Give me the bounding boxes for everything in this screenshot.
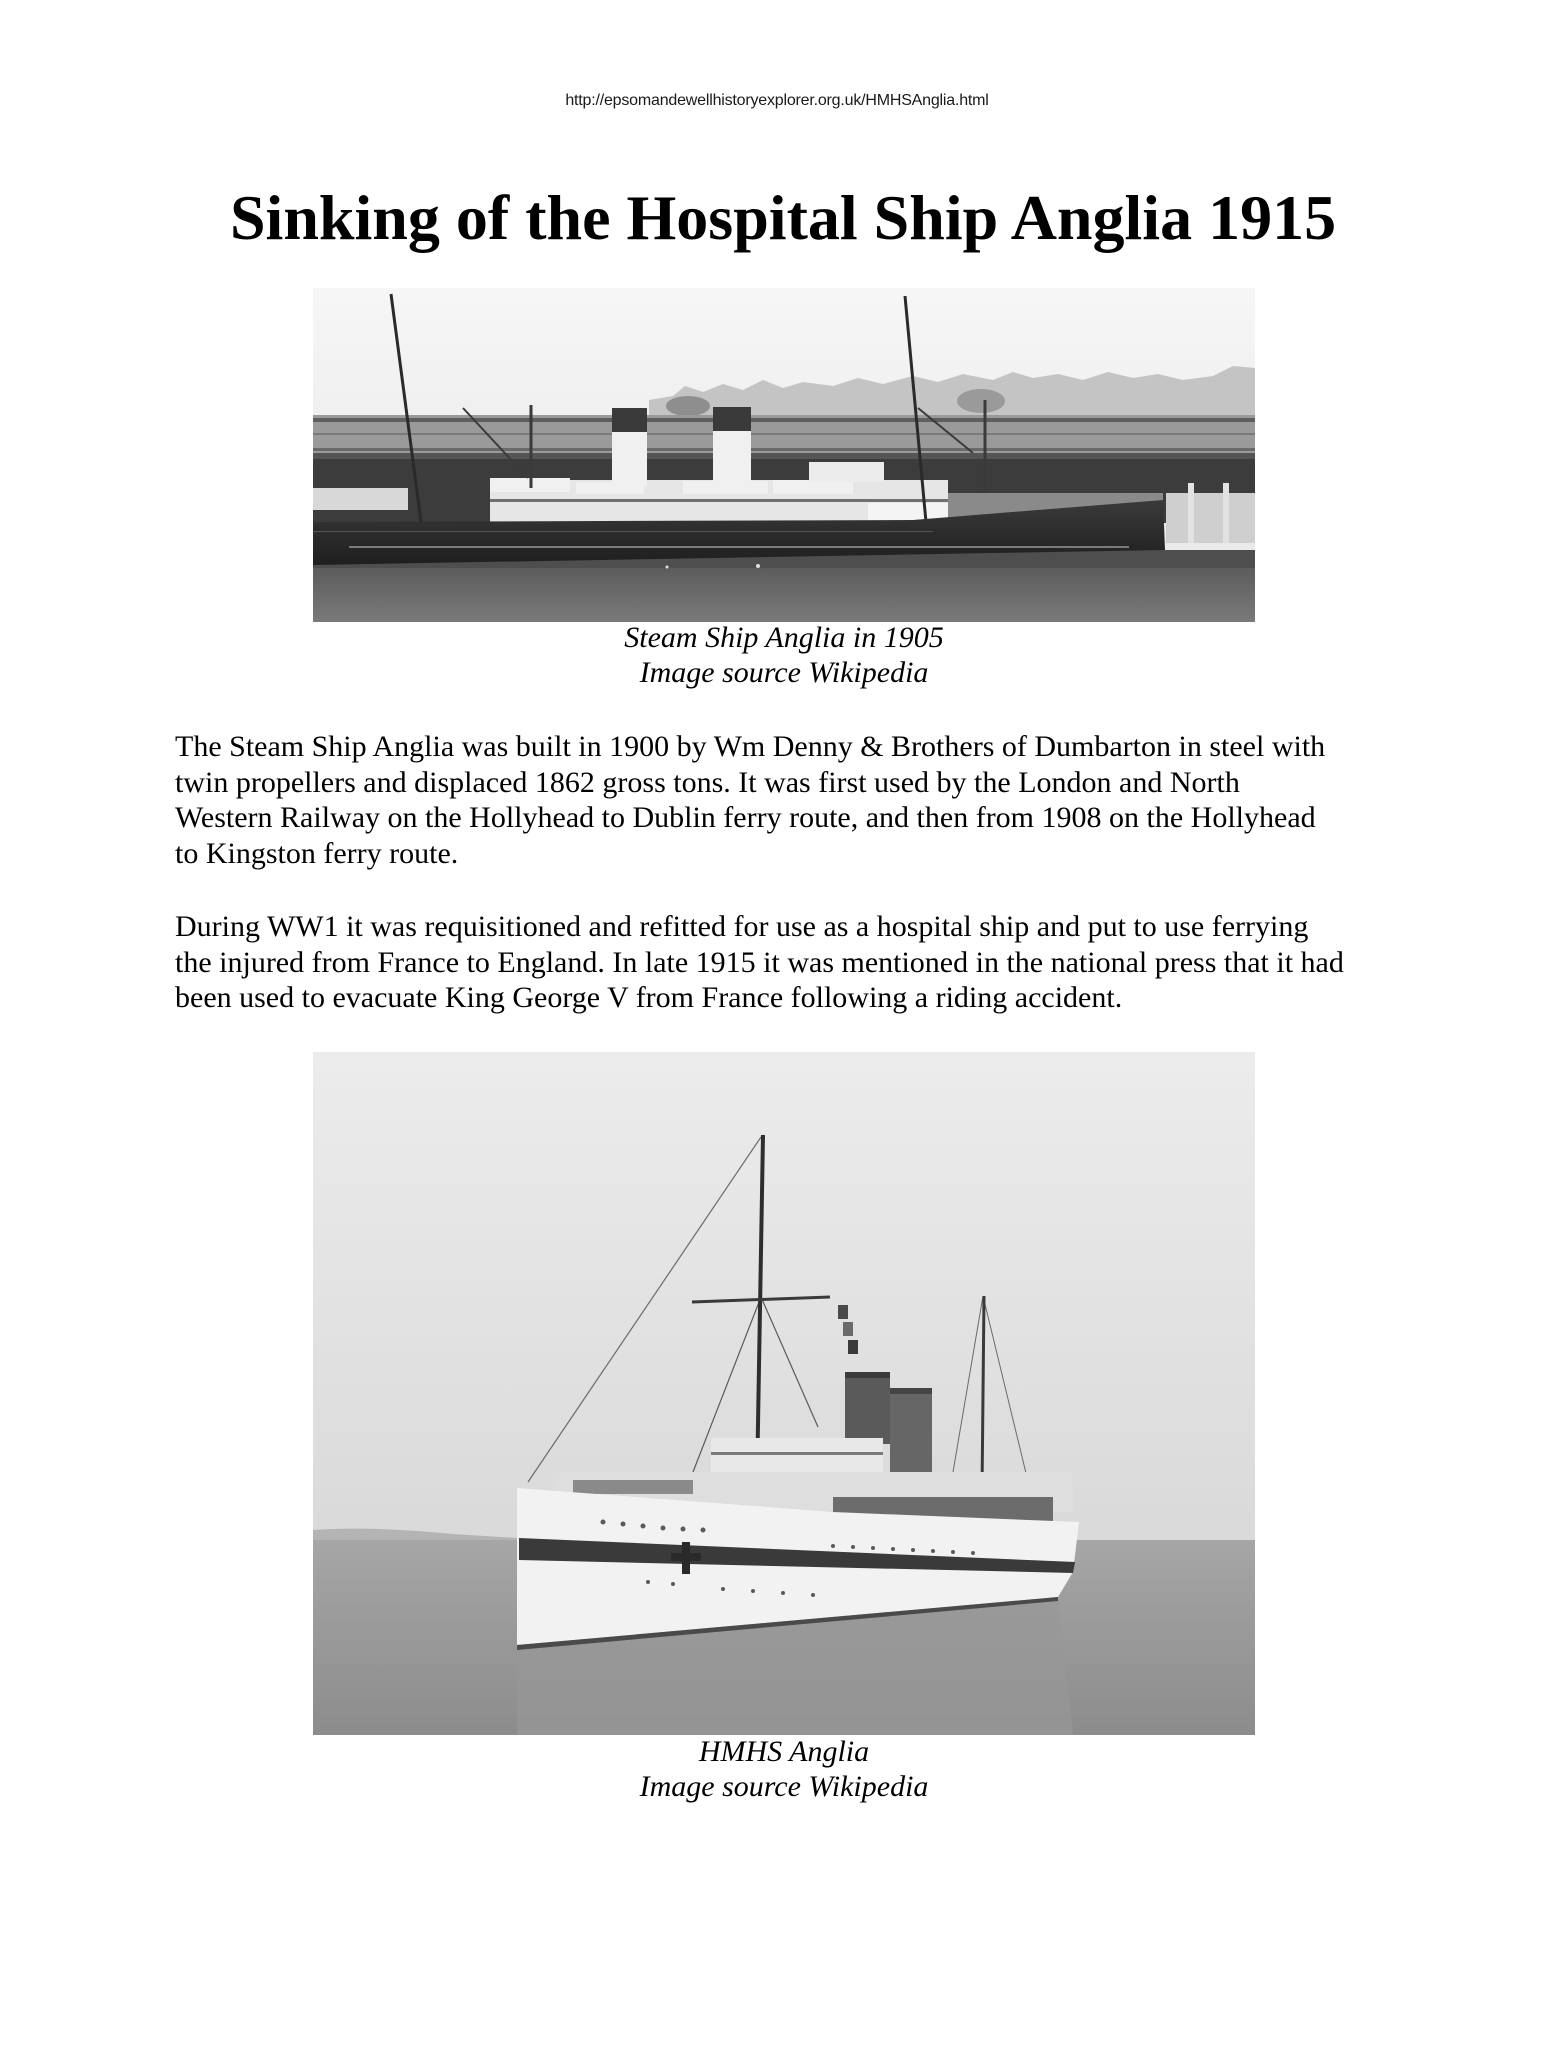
paragraph-line: the injured from France to England. In late 1915 it was mentioned in the national press that it had	[175, 945, 1344, 979]
paragraph-line: twin propellers and displaced 1862 gross tons. It was first used by the London and North	[175, 765, 1240, 799]
page-title: Sinking of the Hospital Ship Anglia 1915	[229, 182, 1337, 253]
caption-title: HMHS Anglia	[698, 1735, 870, 1768]
paragraph-line: been used to evacuate King George V from France following a riding accident.	[175, 981, 1123, 1015]
figure-caption-1	[313, 620, 1255, 690]
photo-hmhs-anglia	[313, 1052, 1255, 1735]
paragraph-line: Western Railway on the Hollyhead to Dublin ferry route, and then from 1908 on the Hollyhead	[175, 801, 1316, 835]
caption-source: Image source Wikipedia	[639, 1770, 929, 1803]
paragraph-line: to Kingston ferry route.	[175, 837, 459, 871]
paragraph-ww1-service	[175, 909, 1475, 1016]
caption-source: Image source Wikipedia	[639, 656, 929, 689]
page-url: http://epsomandewellhistoryexplorer.org.uk/HMHSAnglia.html	[565, 92, 989, 109]
paragraph-line: During WW1 it was requisitioned and refitted for use as a hospital ship and put to use ferrying	[175, 910, 1309, 943]
caption-title: Steam Ship Anglia in 1905	[624, 621, 944, 654]
photo-steam-ship-anglia-1905	[313, 288, 1255, 622]
paragraph-line: The Steam Ship Anglia was built in 1900 by Wm Denny & Brothers of Dumbarton in steel with	[175, 730, 1326, 763]
paragraph-ship-history	[175, 729, 1475, 872]
figure-caption-2	[313, 1734, 1255, 1804]
